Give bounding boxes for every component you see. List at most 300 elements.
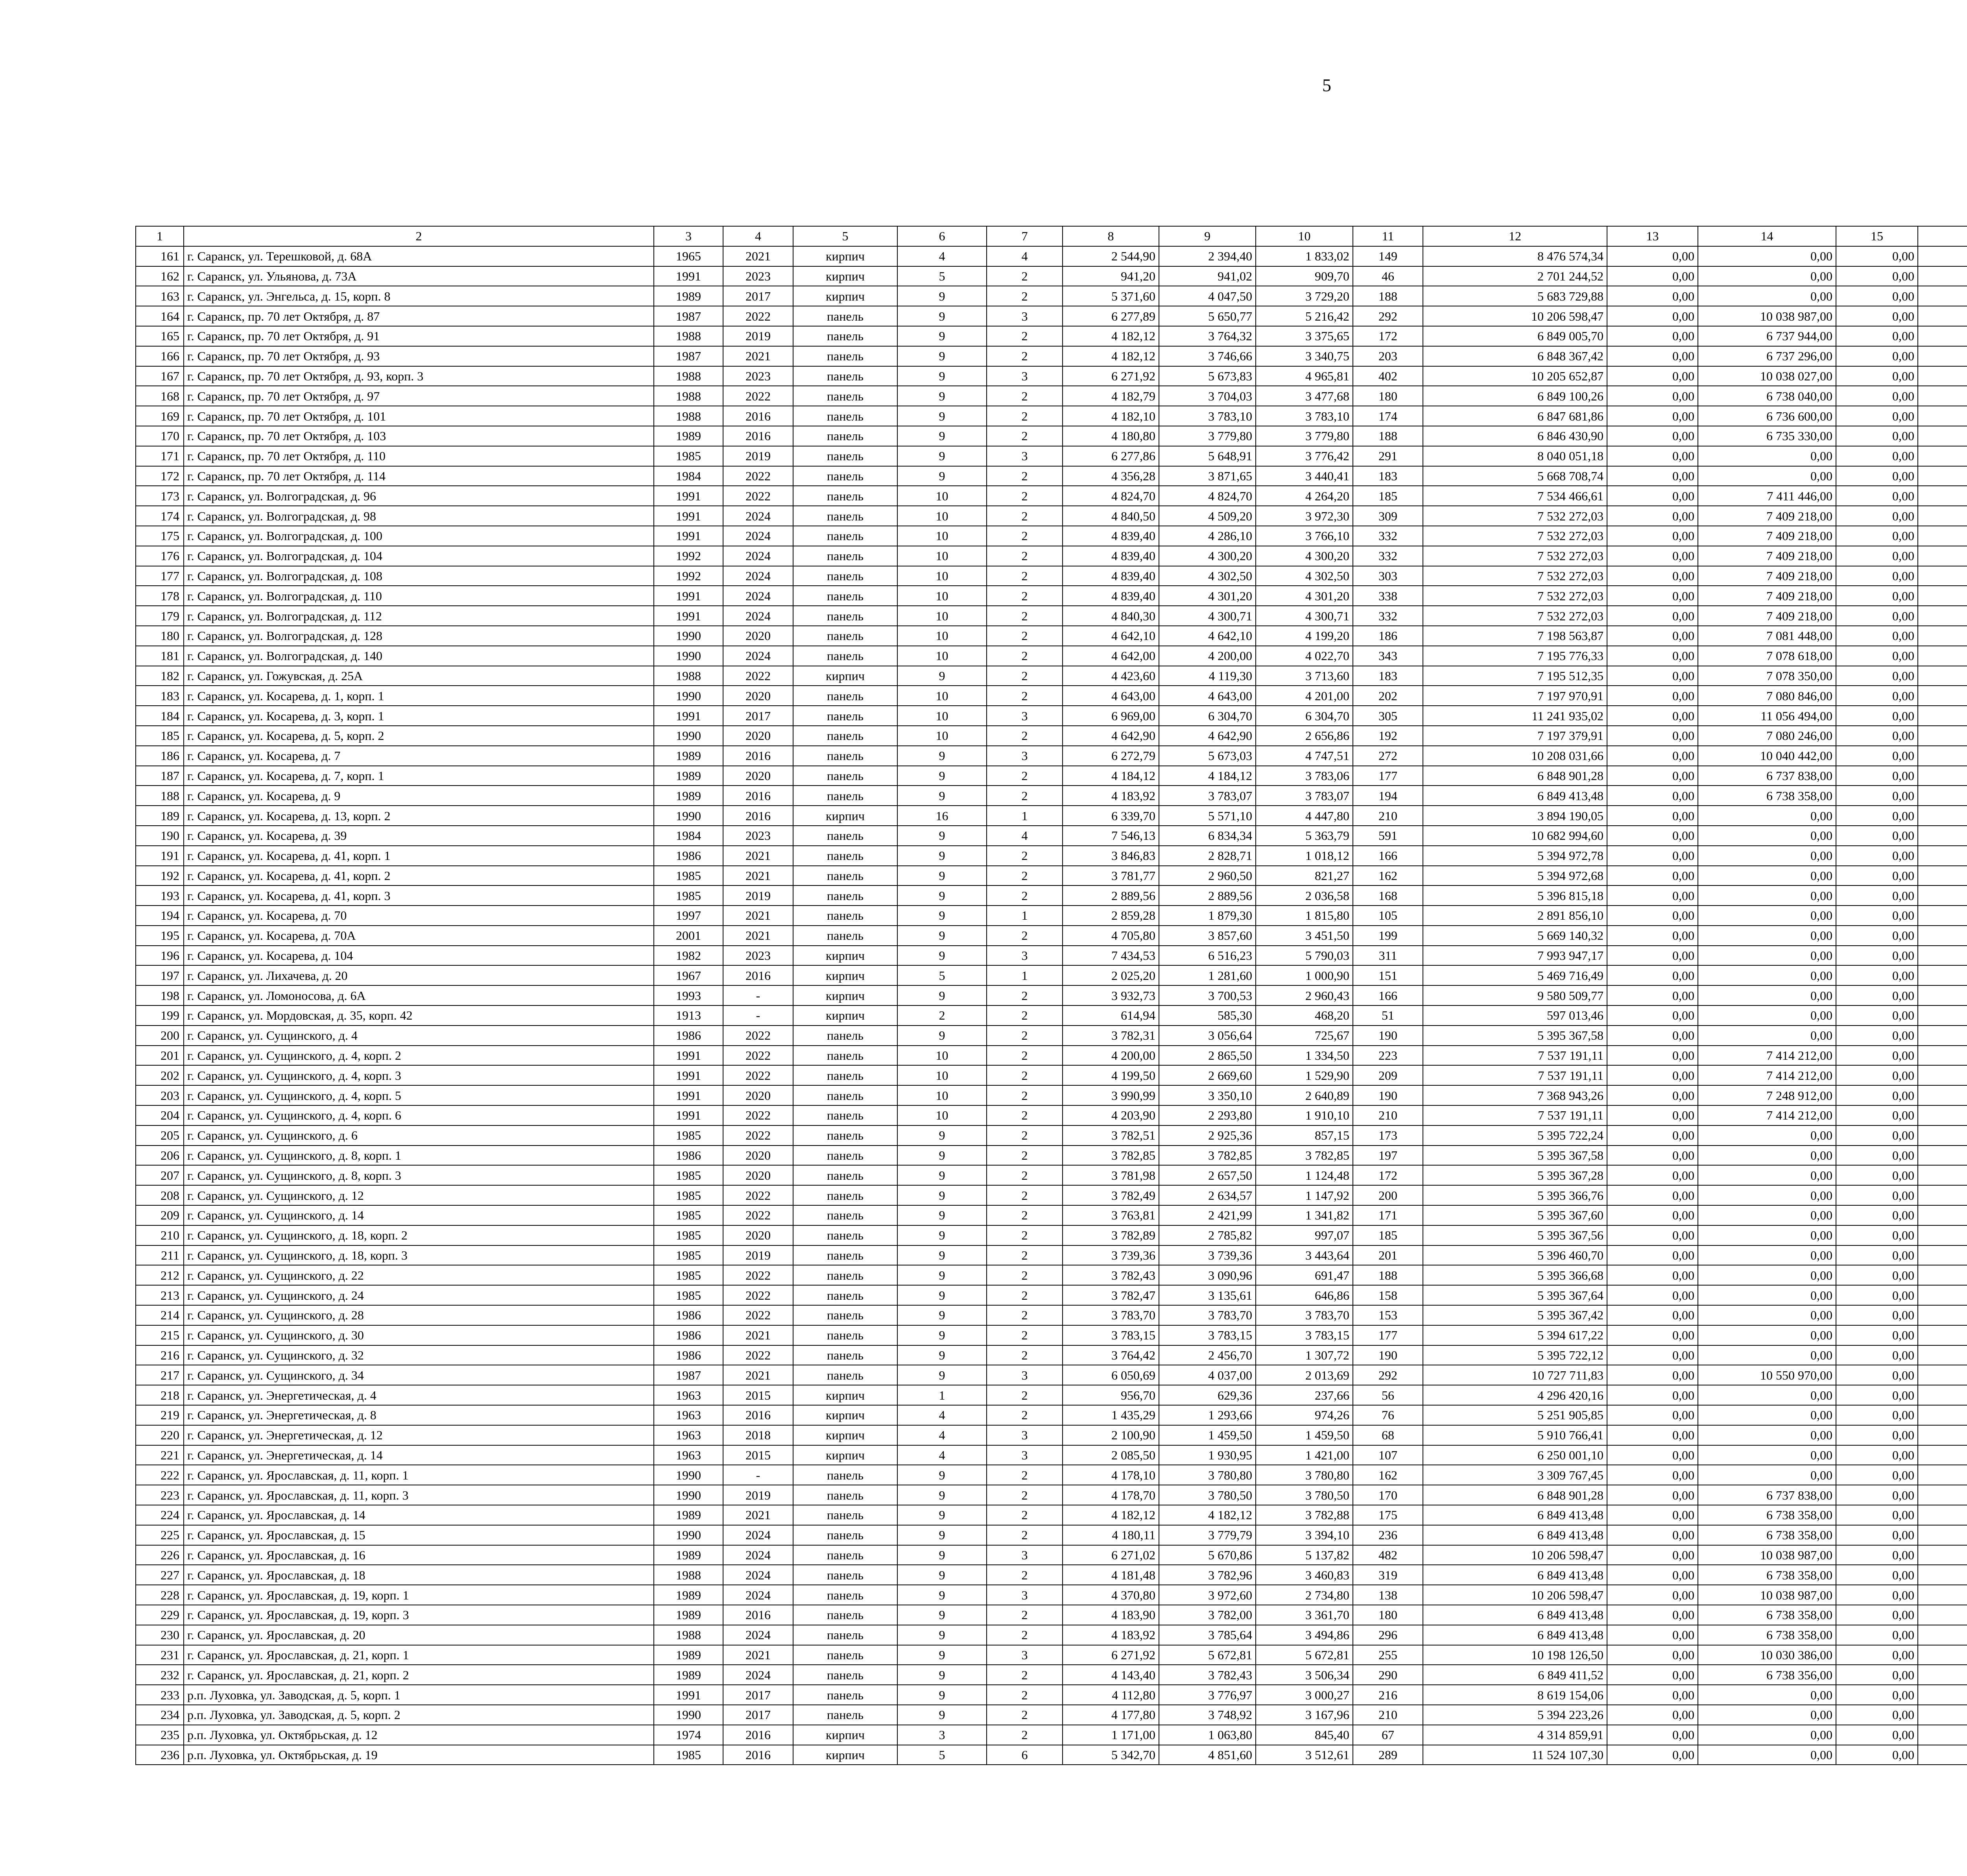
table-cell: панель xyxy=(793,1685,897,1705)
table-cell xyxy=(1918,1026,1967,1046)
table-cell: 332 xyxy=(1353,526,1423,546)
table-cell: 5 395 366,76 xyxy=(1423,1185,1607,1205)
table-cell: 0,00 xyxy=(1836,985,1918,1005)
table-cell: 56 xyxy=(1353,1385,1423,1405)
table-cell: панель xyxy=(793,1545,897,1565)
table-cell: панель xyxy=(793,446,897,466)
table-cell: 3 785,64 xyxy=(1159,1625,1256,1645)
column-number-cell: 14 xyxy=(1698,226,1836,246)
table-cell: 0,00 xyxy=(1698,846,1836,866)
row-number-cell: 212 xyxy=(136,1265,184,1285)
table-cell: 0,00 xyxy=(1607,1625,1698,1645)
table-cell: 2016 xyxy=(723,746,793,766)
row-number-cell: 192 xyxy=(136,866,184,886)
table-cell: 2 xyxy=(987,1065,1063,1085)
table-row xyxy=(136,1205,1967,1225)
table-cell: 2020 xyxy=(723,726,793,746)
table-cell: 3 782,85 xyxy=(1063,1146,1159,1166)
table-cell: 2 889,56 xyxy=(1063,885,1159,906)
table-cell: 3 xyxy=(987,1365,1063,1385)
table-cell: 9 xyxy=(897,1365,987,1385)
address-cell: г. Саранск, ул. Сущинского, д. 4, корп. 6 xyxy=(184,1105,654,1125)
row-number-cell: 176 xyxy=(136,546,184,566)
table-cell: 1963 xyxy=(654,1445,723,1465)
table-cell: 4 xyxy=(987,246,1063,266)
address-cell: г. Саранск, ул. Ярославская, д. 21, корп. 2 xyxy=(184,1665,654,1685)
table-cell: панель xyxy=(793,885,897,906)
table-cell: 3 783,10 xyxy=(1256,406,1353,426)
table-cell: 1991 xyxy=(654,706,723,726)
table-cell: 0,00 xyxy=(1607,486,1698,506)
table-cell: 4 xyxy=(897,246,987,266)
table-cell: панель xyxy=(793,926,897,946)
table-cell: 646,86 xyxy=(1256,1285,1353,1305)
table-cell: 203 xyxy=(1353,346,1423,366)
table-cell: 2 456,70 xyxy=(1159,1345,1256,1365)
row-number-cell: 168 xyxy=(136,386,184,406)
table-cell xyxy=(1918,1445,1967,1465)
table-cell xyxy=(1918,486,1967,506)
table-cell: 725,67 xyxy=(1256,1026,1353,1046)
table-cell: 3 090,96 xyxy=(1159,1265,1256,1285)
table-cell: 309 xyxy=(1353,506,1423,526)
table-cell: 188 xyxy=(1353,426,1423,446)
table-cell: 7 078 350,00 xyxy=(1698,666,1836,686)
table-cell: панель xyxy=(793,426,897,446)
table-cell: 0,00 xyxy=(1698,1265,1836,1285)
table-cell: 0,00 xyxy=(1836,786,1918,806)
table-cell: 1990 xyxy=(654,1705,723,1725)
table-row xyxy=(136,965,1967,985)
table-cell xyxy=(1918,1625,1967,1645)
row-number-cell: 198 xyxy=(136,985,184,1005)
table-cell: 0,00 xyxy=(1607,1265,1698,1285)
table-cell: панель xyxy=(793,566,897,586)
table-cell: 105 xyxy=(1353,906,1423,926)
table-cell: - xyxy=(723,1005,793,1026)
table-cell: 3 700,53 xyxy=(1159,985,1256,1005)
table-cell: 210 xyxy=(1353,1105,1423,1125)
table-cell xyxy=(1918,786,1967,806)
table-cell: 3 440,41 xyxy=(1256,466,1353,486)
table-cell: 0,00 xyxy=(1836,885,1918,906)
address-cell: г. Саранск, ул. Сущинского, д. 12 xyxy=(184,1185,654,1205)
table-cell: 10 205 652,87 xyxy=(1423,366,1607,386)
table-cell xyxy=(1918,406,1967,426)
table-cell xyxy=(1918,1605,1967,1625)
table-cell: 3 167,96 xyxy=(1256,1705,1353,1725)
table-cell: кирпич xyxy=(793,985,897,1005)
table-cell: 1992 xyxy=(654,546,723,566)
table-cell: 1 879,30 xyxy=(1159,906,1256,926)
table-cell xyxy=(1918,1545,1967,1565)
table-cell: 1990 xyxy=(654,686,723,706)
table-row xyxy=(136,366,1967,386)
table-cell: кирпич xyxy=(793,806,897,826)
table-cell: 200 xyxy=(1353,1185,1423,1205)
table-cell xyxy=(1918,266,1967,286)
table-cell: 1990 xyxy=(654,1525,723,1545)
table-cell: панель xyxy=(793,1205,897,1225)
row-number-cell: 201 xyxy=(136,1046,184,1066)
table-cell: 16 xyxy=(897,806,987,826)
table-cell: 3 783,07 xyxy=(1159,786,1256,806)
column-number-cell: 8 xyxy=(1063,226,1159,246)
table-cell: 6 737 296,00 xyxy=(1698,346,1836,366)
address-cell: г. Саранск, ул. Сущинского, д. 22 xyxy=(184,1265,654,1285)
address-cell: г. Саранск, ул. Волгоградская, д. 96 xyxy=(184,486,654,506)
table-cell: 4 143,40 xyxy=(1063,1665,1159,1685)
table-cell: 0,00 xyxy=(1607,766,1698,786)
table-cell: 0,00 xyxy=(1836,486,1918,506)
table-cell: 0,00 xyxy=(1607,1485,1698,1505)
table-cell: 4 447,80 xyxy=(1256,806,1353,826)
row-number-cell: 179 xyxy=(136,606,184,626)
table-cell: 1990 xyxy=(654,726,723,746)
table-cell: 0,00 xyxy=(1698,1026,1836,1046)
table-cell: 0,00 xyxy=(1698,1225,1836,1245)
table-cell: 7 081 448,00 xyxy=(1698,626,1836,646)
table-cell: 0,00 xyxy=(1698,1205,1836,1225)
table-cell: 3 782,49 xyxy=(1063,1185,1159,1205)
address-cell: г. Саранск, ул. Косарева, д. 7, корп. 1 xyxy=(184,766,654,786)
table-cell: 629,36 xyxy=(1159,1385,1256,1405)
table-cell: 2 xyxy=(987,386,1063,406)
address-cell: г. Саранск, ул. Ярославская, д. 16 xyxy=(184,1545,654,1565)
table-cell: 0,00 xyxy=(1836,766,1918,786)
table-cell: 1 815,80 xyxy=(1256,906,1353,926)
row-number-cell: 232 xyxy=(136,1665,184,1685)
address-cell: р.п. Луховка, ул. Октябрьская, д. 19 xyxy=(184,1745,654,1765)
table-cell: 6 738 358,00 xyxy=(1698,1505,1836,1525)
address-cell: р.п. Луховка, ул. Заводская, д. 5, корп. 2 xyxy=(184,1705,654,1725)
table-cell: 2 xyxy=(987,926,1063,946)
table-row xyxy=(136,1345,1967,1365)
column-number-cell: 12 xyxy=(1423,226,1607,246)
table-cell: 2022 xyxy=(723,1285,793,1305)
table-cell: 4 184,12 xyxy=(1159,766,1256,786)
table-cell: 1987 xyxy=(654,306,723,326)
table-cell: 2022 xyxy=(723,1026,793,1046)
table-cell: 0,00 xyxy=(1698,1725,1836,1745)
table-row xyxy=(136,846,1967,866)
table-cell: 2 xyxy=(987,1046,1063,1066)
table-cell: панель xyxy=(793,726,897,746)
table-cell xyxy=(1918,306,1967,326)
table-cell xyxy=(1918,1065,1967,1085)
table-cell: 0,00 xyxy=(1607,1026,1698,1046)
table-cell: 0,00 xyxy=(1698,1305,1836,1325)
row-number-cell: 200 xyxy=(136,1026,184,1046)
table-cell: панель xyxy=(793,906,897,926)
table-cell: 0,00 xyxy=(1698,1146,1836,1166)
table-cell: 1985 xyxy=(654,1225,723,1245)
table-cell: 305 xyxy=(1353,706,1423,726)
table-cell: 2 xyxy=(987,486,1063,506)
table-cell: 3 780,50 xyxy=(1256,1485,1353,1505)
table-cell xyxy=(1918,1245,1967,1265)
table-cell xyxy=(1918,1665,1967,1685)
table-cell: 1 xyxy=(987,906,1063,926)
table-cell: 4 370,80 xyxy=(1063,1585,1159,1605)
table-cell: 7 248 912,00 xyxy=(1698,1085,1836,1105)
table-cell: панель xyxy=(793,866,897,886)
row-number-cell: 162 xyxy=(136,266,184,286)
table-cell: 0,00 xyxy=(1607,1585,1698,1605)
table-cell: 2 xyxy=(987,1305,1063,1325)
table-cell: 1990 xyxy=(654,626,723,646)
table-cell: 0,00 xyxy=(1698,906,1836,926)
row-number-cell: 219 xyxy=(136,1405,184,1425)
table-row xyxy=(136,1485,1967,1505)
table-cell: 1989 xyxy=(654,1505,723,1525)
table-row xyxy=(136,1105,1967,1125)
table-cell: панель xyxy=(793,1325,897,1345)
table-cell: 2 013,69 xyxy=(1256,1365,1353,1385)
table-cell: 2016 xyxy=(723,1725,793,1745)
table-cell: 0,00 xyxy=(1836,646,1918,666)
row-number-cell: 197 xyxy=(136,965,184,985)
table-cell: 1985 xyxy=(654,866,723,886)
table-cell: 0,00 xyxy=(1698,1405,1836,1425)
table-cell: 2021 xyxy=(723,926,793,946)
table-cell: 180 xyxy=(1353,386,1423,406)
table-cell: панель xyxy=(793,1365,897,1385)
table-cell: 9 580 509,77 xyxy=(1423,985,1607,1005)
table-cell: 4 839,40 xyxy=(1063,546,1159,566)
table-cell: 4 119,30 xyxy=(1159,666,1256,686)
address-cell: г. Саранск, пр. 70 лет Октября, д. 114 xyxy=(184,466,654,486)
table-cell: 0,00 xyxy=(1607,985,1698,1005)
table-cell: 2 xyxy=(987,426,1063,446)
table-cell: 4 182,79 xyxy=(1063,386,1159,406)
table-cell: 591 xyxy=(1353,826,1423,846)
table-cell: 2 xyxy=(987,506,1063,526)
table-cell: 0,00 xyxy=(1607,1525,1698,1545)
table-cell: 2 xyxy=(897,1005,987,1026)
row-number-cell: 189 xyxy=(136,806,184,826)
table-cell: 1997 xyxy=(654,906,723,926)
table-cell: 0,00 xyxy=(1607,1725,1698,1745)
table-cell: 1989 xyxy=(654,746,723,766)
table-cell: 7 197 379,91 xyxy=(1423,726,1607,746)
table-cell: 1991 xyxy=(654,606,723,626)
address-cell: г. Саранск, ул. Сущинского, д. 34 xyxy=(184,1365,654,1385)
table-cell: 1 281,60 xyxy=(1159,965,1256,985)
table-cell: 9 xyxy=(897,326,987,346)
table-cell: 0,00 xyxy=(1836,1405,1918,1425)
table-cell: 11 056 494,00 xyxy=(1698,706,1836,726)
table-cell: 0,00 xyxy=(1698,1185,1836,1205)
address-cell: г. Саранск, ул. Энгельса, д. 15, корп. 8 xyxy=(184,286,654,306)
table-cell: 0,00 xyxy=(1836,1245,1918,1265)
table-cell: 0,00 xyxy=(1607,806,1698,826)
table-cell: панель xyxy=(793,406,897,426)
table-cell: 585,30 xyxy=(1159,1005,1256,1026)
table-cell xyxy=(1918,706,1967,726)
table-cell: панель xyxy=(793,1645,897,1665)
table-cell: 6 271,92 xyxy=(1063,366,1159,386)
table-cell: 1 930,95 xyxy=(1159,1445,1256,1465)
row-number-cell: 164 xyxy=(136,306,184,326)
table-row xyxy=(136,1425,1967,1445)
address-cell: р.п. Луховка, ул. Октябрьская, д. 12 xyxy=(184,1725,654,1745)
table-cell: 76 xyxy=(1353,1405,1423,1425)
table-cell: 0,00 xyxy=(1836,846,1918,866)
table-cell: 2022 xyxy=(723,1205,793,1225)
table-cell: 9 xyxy=(897,1585,987,1605)
table-cell: 3 780,50 xyxy=(1159,1485,1256,1505)
table-cell: 172 xyxy=(1353,326,1423,346)
table-cell: 5 251 905,85 xyxy=(1423,1405,1607,1425)
table-cell: 2 734,80 xyxy=(1256,1585,1353,1605)
table-cell: 2 xyxy=(987,1345,1063,1365)
table-cell: 6 271,02 xyxy=(1063,1545,1159,1565)
table-cell: 5 790,03 xyxy=(1256,946,1353,966)
table-cell: 0,00 xyxy=(1607,1225,1698,1245)
column-number-cell: 11 xyxy=(1353,226,1423,246)
row-number-cell: 167 xyxy=(136,366,184,386)
table-cell: 1991 xyxy=(654,486,723,506)
table-cell: 10 206 598,47 xyxy=(1423,1545,1607,1565)
table-cell: 1 147,92 xyxy=(1256,1185,1353,1205)
table-cell: 1986 xyxy=(654,1026,723,1046)
table-cell: 9 xyxy=(897,1305,987,1325)
table-cell: 2024 xyxy=(723,606,793,626)
table-cell: 2022 xyxy=(723,1185,793,1205)
table-cell xyxy=(1918,626,1967,646)
table-cell: 614,94 xyxy=(1063,1005,1159,1026)
table-cell: 2 657,50 xyxy=(1159,1165,1256,1185)
table-cell: 0,00 xyxy=(1607,1085,1698,1105)
table-cell xyxy=(1918,1325,1967,1345)
row-number-cell: 186 xyxy=(136,746,184,766)
table-cell xyxy=(1918,1005,1967,1026)
table-row xyxy=(136,546,1967,566)
table-row xyxy=(136,346,1967,366)
table-cell xyxy=(1918,1685,1967,1705)
table-cell: 1985 xyxy=(654,1245,723,1265)
table-row xyxy=(136,1305,1967,1325)
table-cell: 2024 xyxy=(723,586,793,606)
table-cell: 3 783,10 xyxy=(1159,406,1256,426)
table-cell: 7 409 218,00 xyxy=(1698,546,1836,566)
table-cell: 3 783,07 xyxy=(1256,786,1353,806)
table-cell xyxy=(1918,1705,1967,1725)
table-cell: 0,00 xyxy=(1607,1545,1698,1565)
address-cell: г. Саранск, ул. Волгоградская, д. 128 xyxy=(184,626,654,646)
column-number-cell: 2 xyxy=(184,226,654,246)
table-cell: 10 xyxy=(897,566,987,586)
table-cell: 9 xyxy=(897,1165,987,1185)
address-cell: г. Саранск, ул. Косарева, д. 41, корп. 3 xyxy=(184,885,654,906)
table-cell: 4 300,20 xyxy=(1159,546,1256,566)
table-cell: 5 137,82 xyxy=(1256,1545,1353,1565)
table-cell: 0,00 xyxy=(1607,546,1698,566)
table-cell xyxy=(1918,1405,1967,1425)
table-cell: 0,00 xyxy=(1698,885,1836,906)
table-cell: 1984 xyxy=(654,466,723,486)
column-number-cell: 13 xyxy=(1607,226,1698,246)
table-cell: 10 xyxy=(897,1065,987,1085)
table-cell: 9 xyxy=(897,1185,987,1205)
table-cell: 1 307,72 xyxy=(1256,1345,1353,1365)
table-cell: 4 183,92 xyxy=(1063,786,1159,806)
table-cell: 5 394 972,68 xyxy=(1423,866,1607,886)
table-cell: 0,00 xyxy=(1607,526,1698,546)
table-cell xyxy=(1918,906,1967,926)
row-number-cell: 207 xyxy=(136,1165,184,1185)
table-cell: кирпич xyxy=(793,1405,897,1425)
table-cell: 0,00 xyxy=(1607,726,1698,746)
table-cell: 2024 xyxy=(723,1545,793,1565)
table-cell: 4 022,70 xyxy=(1256,646,1353,666)
table-cell: 0,00 xyxy=(1836,1146,1918,1166)
table-cell: 2020 xyxy=(723,1165,793,1185)
row-number-cell: 183 xyxy=(136,686,184,706)
table-cell: 2020 xyxy=(723,686,793,706)
table-cell: 1985 xyxy=(654,885,723,906)
table-row xyxy=(136,1026,1967,1046)
table-cell: 941,20 xyxy=(1063,266,1159,286)
row-number-cell: 181 xyxy=(136,646,184,666)
table-cell: 0,00 xyxy=(1607,566,1698,586)
table-cell: 0,00 xyxy=(1836,1465,1918,1485)
table-cell: 10 550 970,00 xyxy=(1698,1365,1836,1385)
table-cell: 9 xyxy=(897,1125,987,1146)
table-cell: 3 783,15 xyxy=(1063,1325,1159,1345)
table-cell: 0,00 xyxy=(1607,666,1698,686)
table-cell: 3 932,73 xyxy=(1063,985,1159,1005)
table-row xyxy=(136,406,1967,426)
table-cell: 3 135,61 xyxy=(1159,1285,1256,1305)
table-cell: 1 833,02 xyxy=(1256,246,1353,266)
table-cell: 2 669,60 xyxy=(1159,1065,1256,1085)
table-cell: панель xyxy=(793,786,897,806)
table-cell: 107 xyxy=(1353,1445,1423,1465)
table-cell: 9 xyxy=(897,1645,987,1665)
table-cell: панель xyxy=(793,326,897,346)
table-cell: 10 040 442,00 xyxy=(1698,746,1836,766)
table-cell: 5 216,42 xyxy=(1256,306,1353,326)
table-cell: 9 xyxy=(897,946,987,966)
table-cell: 0,00 xyxy=(1836,666,1918,686)
table-cell: 2 960,43 xyxy=(1256,985,1353,1005)
table-cell: 2022 xyxy=(723,1046,793,1066)
table-cell: 3 783,70 xyxy=(1159,1305,1256,1325)
table-cell: 1990 xyxy=(654,1485,723,1505)
table-cell: 0,00 xyxy=(1607,606,1698,626)
table-cell xyxy=(1918,1525,1967,1545)
row-number-cell: 215 xyxy=(136,1325,184,1345)
table-cell: 0,00 xyxy=(1836,1345,1918,1365)
table-cell: 3 776,97 xyxy=(1159,1685,1256,1705)
table-row xyxy=(136,246,1967,266)
table-cell: 2 036,58 xyxy=(1256,885,1353,906)
row-number-cell: 190 xyxy=(136,826,184,846)
table-cell: 4 182,12 xyxy=(1063,346,1159,366)
table-cell: кирпич xyxy=(793,1445,897,1465)
table-cell: 171 xyxy=(1353,1205,1423,1225)
table-cell: 4 824,70 xyxy=(1159,486,1256,506)
table-cell: 0,00 xyxy=(1698,446,1836,466)
row-number-cell: 210 xyxy=(136,1225,184,1245)
table-cell: 7 409 218,00 xyxy=(1698,566,1836,586)
table-row xyxy=(136,666,1967,686)
table-cell: 9 xyxy=(897,426,987,446)
table-cell: 0,00 xyxy=(1836,686,1918,706)
table-cell: 1989 xyxy=(654,1585,723,1605)
